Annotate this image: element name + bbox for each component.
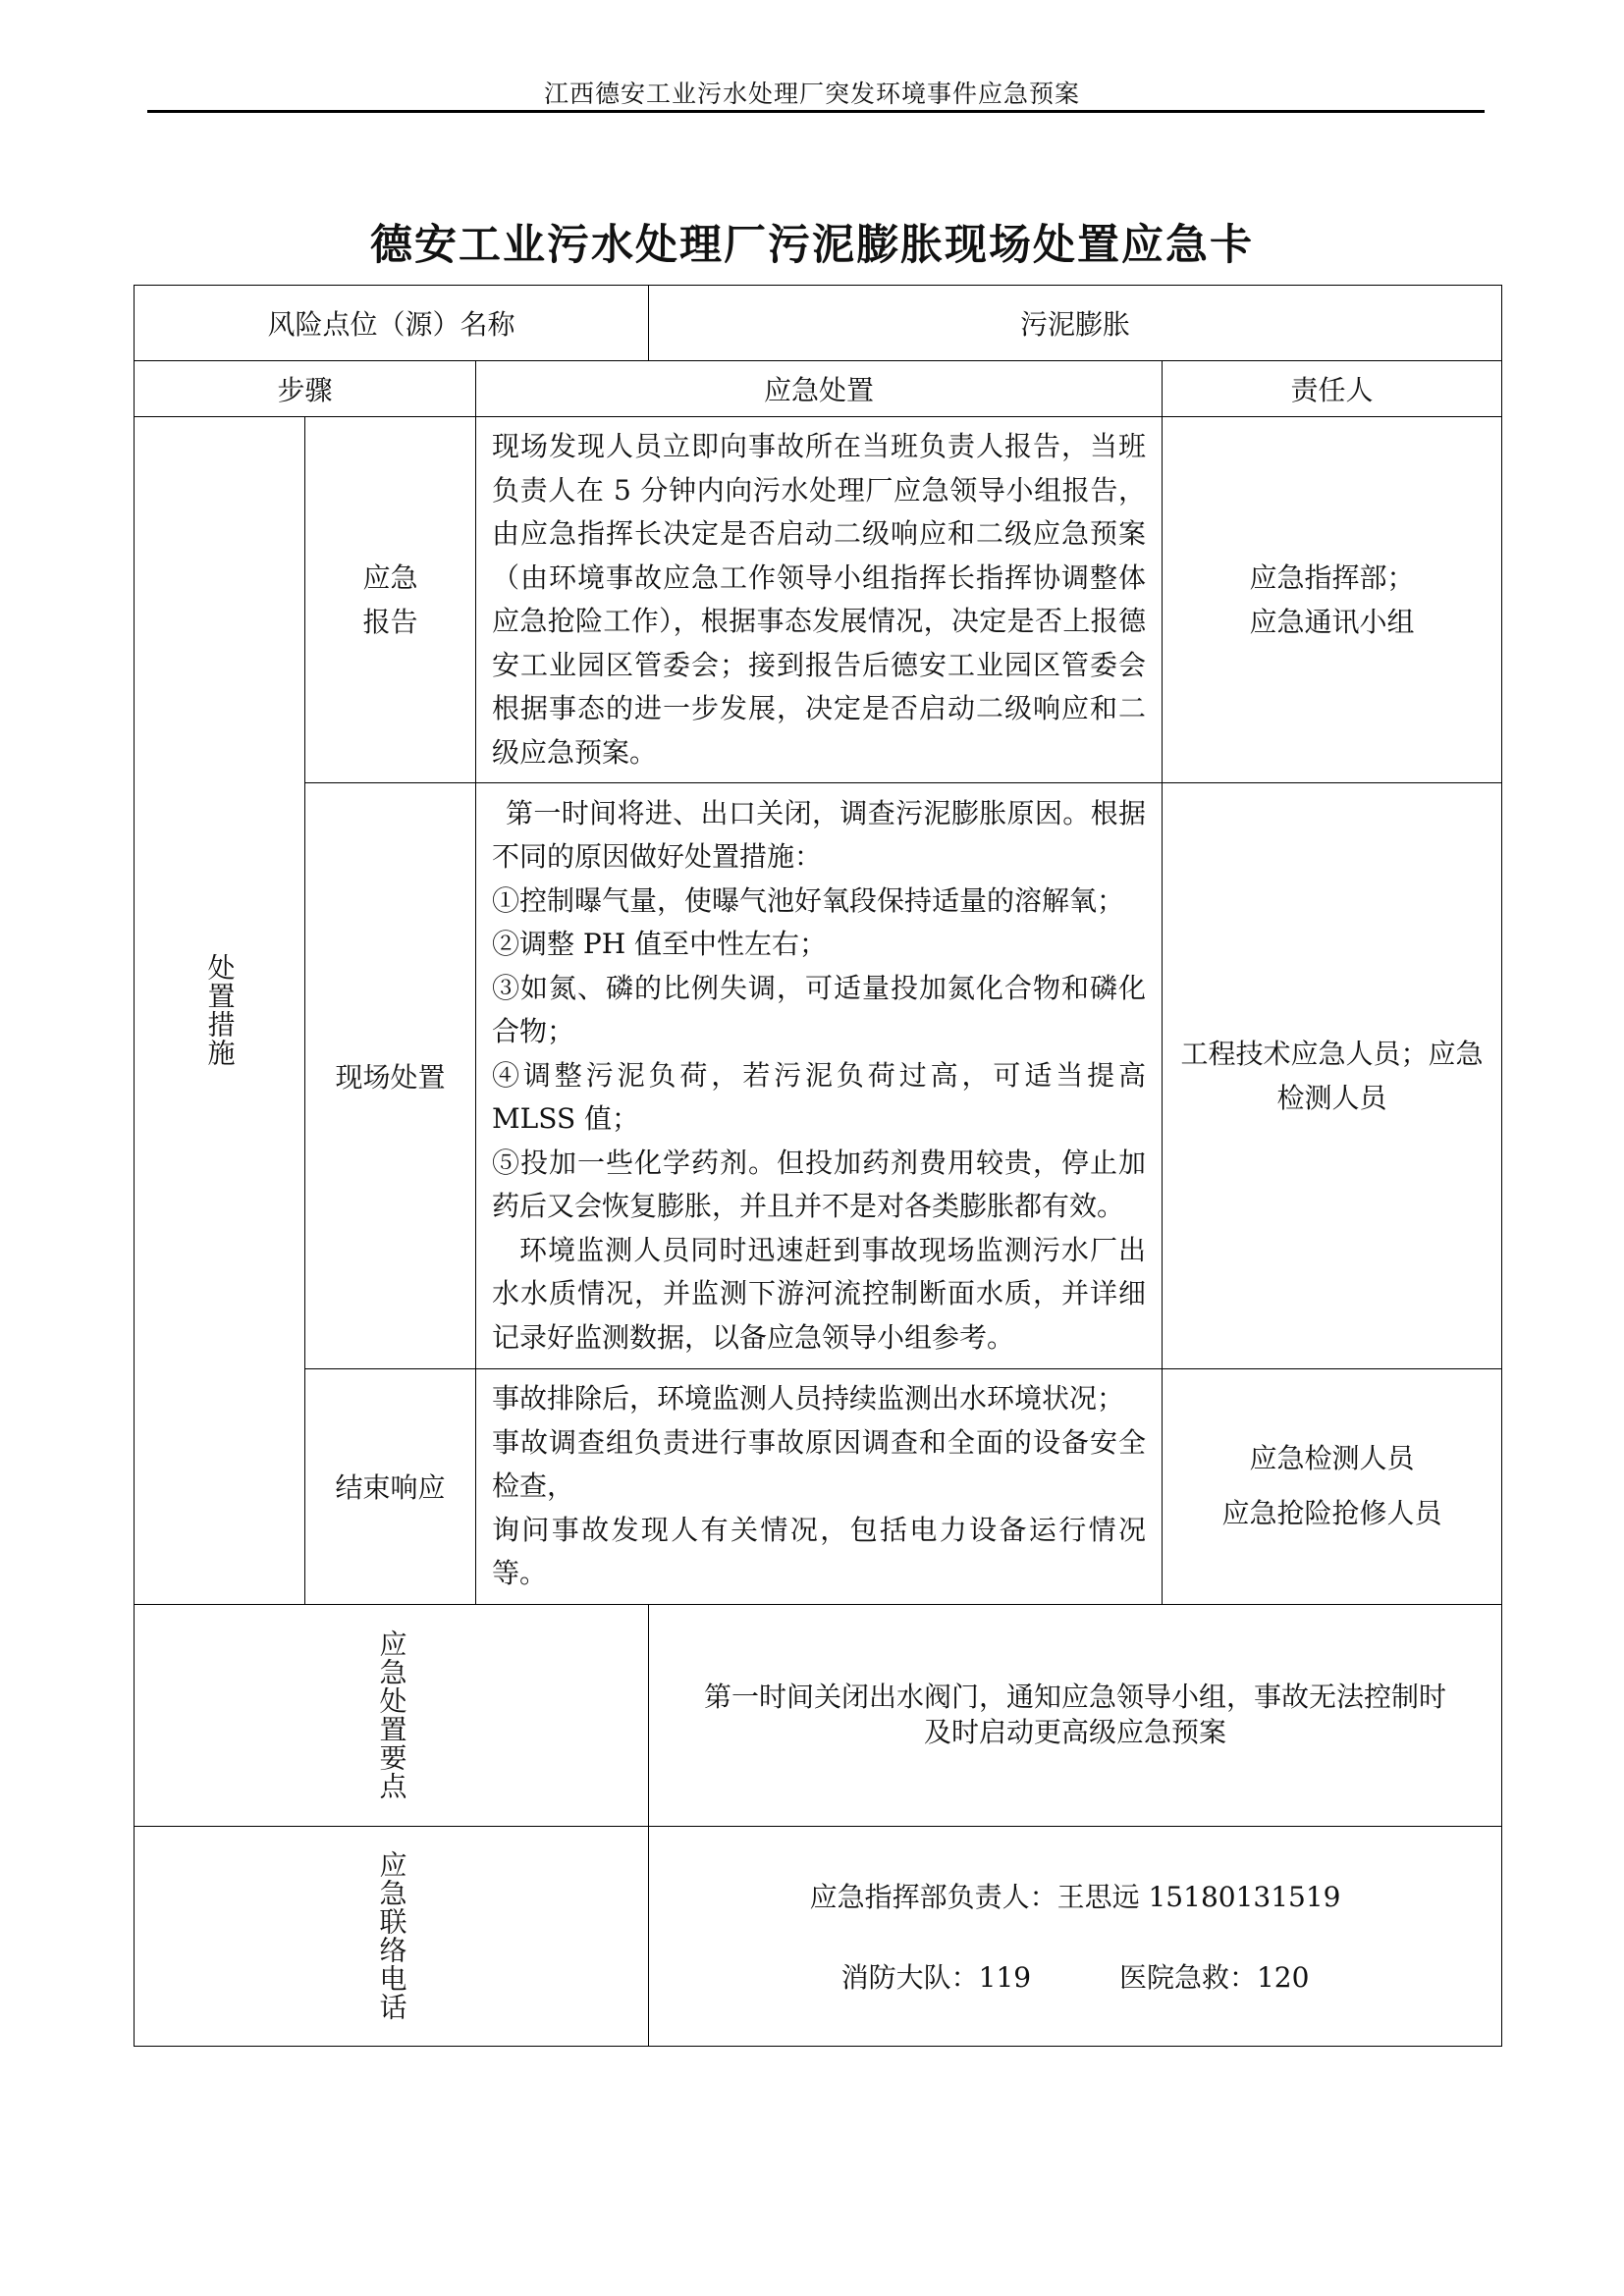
end-line: 事故调查组负责进行事故原因调查和全面的设备安全检查，: [492, 1425, 1147, 1502]
header-step: 步骤: [135, 361, 476, 417]
step-row-report: [135, 417, 1502, 783]
key-points-label: 应急处置要点: [375, 1629, 408, 1800]
onsite-line: ②调整 PH 值至中性左右；: [492, 928, 828, 961]
card-title: 德安工业污水处理厂污泥膨胀现场处置应急卡: [370, 221, 1254, 270]
key-points-label-cell: [135, 1604, 649, 1826]
end-line: 事故排除后，环境监测人员持续监测出水环境状况；: [492, 1382, 1125, 1415]
emergency-numbers: [649, 1956, 1501, 1996]
step-action-onsite-cell: [476, 783, 1163, 1369]
step-action-end-cell: [476, 1369, 1163, 1605]
step-name-end: 结束响应: [305, 1369, 476, 1605]
hospital-contact: 医院急救：120: [1118, 1961, 1310, 1994]
commander-contact: 应急指挥部负责人：王思远 15180131519: [809, 1881, 1341, 1913]
step-owner-onsite: 工程技术应急人员；应急检测人员: [1163, 783, 1502, 1369]
step-action-report: 现场发现人员立即向事故所在当班负责人报告，当班负责人在 5 分钟内向污水处理厂应急领导小组报告，由应急指挥长决定是否启动二级响应和二级应急预案（由环境事故应急工作领导小组指挥长指挥协调整体应急抢险工作），根据事态发展情况，决定是否上报德安工业园区管委会；接到报告后德安工业园区管委会根据事态的进一步发展，决定是否启动二级响应和二级应急预案。: [492, 430, 1147, 769]
onsite-line: ④调整污泥负荷，若污泥负荷过高，可适当提高 MLSS 值；: [492, 1058, 1147, 1136]
step-owner-report: [1163, 417, 1502, 783]
end-line: 询问事故发现人有关情况，包括电力设备运行情况等。: [492, 1513, 1147, 1589]
key-points-line1: 第一时间关闭出水阀门，通知应急领导小组，事故无法控制时: [704, 1681, 1447, 1713]
step-name-report-line1: 应急: [362, 561, 418, 594]
risk-label: 风险点位（源）名称: [267, 308, 515, 341]
contacts-label-cell: [135, 1826, 649, 2046]
header-action: 应急处置: [476, 361, 1163, 417]
step-row-onsite: [135, 783, 1502, 1369]
risk-label-cell: [135, 286, 649, 361]
header-owner: 责任人: [1163, 361, 1502, 417]
risk-value-cell: [649, 286, 1502, 361]
column-header-row: [135, 361, 1502, 417]
step-name-report: [305, 417, 476, 783]
header-rule: [147, 110, 1485, 113]
step-owner-end-line2: 应急抢险抢修人员: [1221, 1497, 1442, 1530]
page-header: 江西德安工业污水处理厂突发环境事件应急预案: [543, 80, 1080, 108]
risk-row: [135, 286, 1502, 361]
measures-label-cell: [135, 417, 305, 1605]
fire-contact: 消防大队：119: [840, 1961, 1032, 1994]
step-action-end: [476, 1369, 1162, 1604]
risk-value: 污泥膨胀: [1020, 308, 1131, 341]
step-row-end: [135, 1369, 1502, 1605]
step-owner-report-line1: 应急指挥部；: [1249, 561, 1415, 594]
onsite-line: ⑤投加一些化学药剂。但投加药剂费用较贵，停止加药后又会恢复膨胀，并且并不是对各类膨胀都有效。: [492, 1146, 1147, 1223]
onsite-line: 第一时间将进、出口关闭，调查污泥膨胀原因。根据不同的原因做好处置措施：: [492, 796, 1147, 874]
contacts-row: [135, 1826, 1502, 2046]
step-owner-end-line1: 应急检测人员: [1249, 1442, 1415, 1475]
key-points-cell: [649, 1604, 1502, 1826]
emergency-card-table: [134, 285, 1502, 2047]
onsite-line: 环境监测人员同时迅速赶到事故现场监测污水厂出水水质情况，并监测下游河流控制断面水质，并详细记录好监测数据，以备应急领导小组参考。: [492, 1233, 1147, 1354]
contacts-label: 应急联络电话: [375, 1850, 408, 2021]
step-action-onsite: [476, 784, 1162, 1368]
contacts-cell: [649, 1826, 1502, 2046]
step-name-report-line2: 报告: [362, 606, 418, 638]
key-points-line2: 及时启动更高级应急预案: [924, 1716, 1227, 1748]
onsite-line: ①控制曝气量，使曝气池好氧段保持适量的溶解氧；: [492, 883, 1125, 917]
key-points-row: [135, 1604, 1502, 1826]
step-owner-report-line2: 应急通讯小组: [1249, 606, 1415, 638]
onsite-line: ③如氮、磷的比例失调，可适量投加氮化合物和磷化合物；: [492, 971, 1147, 1048]
step-action-report-cell: [476, 417, 1163, 783]
measures-label: 处置措施: [203, 953, 237, 1068]
step-owner-end: [1163, 1369, 1502, 1605]
step-name-onsite: 现场处置: [305, 783, 476, 1369]
